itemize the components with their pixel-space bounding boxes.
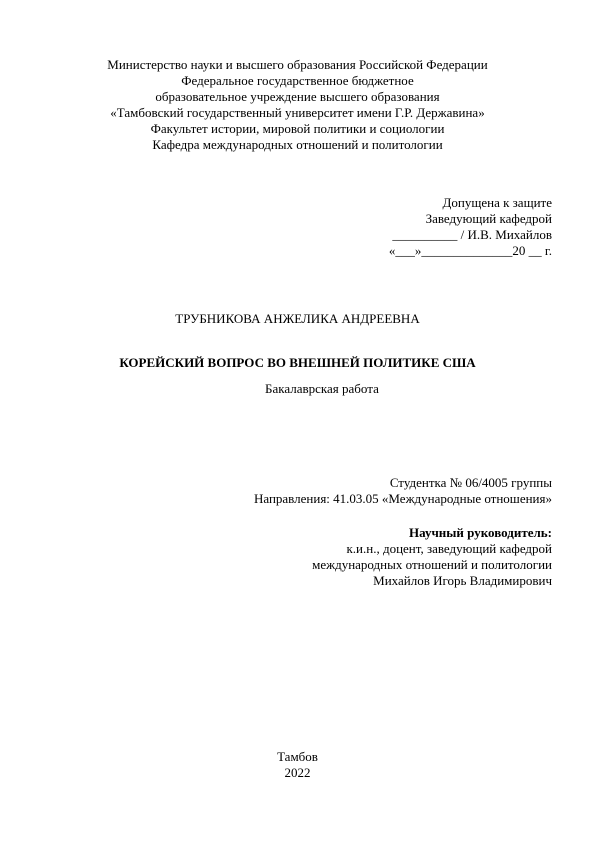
author-name: ТРУБНИКОВА АНЖЕЛИКА АНДРЕЕВНА xyxy=(175,311,420,326)
supervisor-name: Михайлов Игорь Владимирович xyxy=(373,573,552,588)
work-type: Бакалаврская работа xyxy=(265,381,379,396)
supervisor-heading: Научный руководитель: xyxy=(409,525,552,540)
student-group: Студентка № 06/4005 группы xyxy=(389,475,552,490)
department-line: Кафедра международных отношений и политологии xyxy=(152,137,443,152)
date-line: «___»______________20 __ г. xyxy=(388,243,552,258)
head-of-department: Заведующий кафедрой xyxy=(425,211,552,226)
ministry-line: Министерство науки и высшего образования Российской Федерации xyxy=(107,57,488,72)
university-name-line: «Тамбовский государственный университет имени Г.Р. Державина» xyxy=(110,105,485,120)
institution-type-line: Федеральное государственное бюджетное xyxy=(181,73,414,88)
institution-level-line: образовательное учреждение высшего образования xyxy=(155,89,440,104)
faculty-line: Факультет истории, мировой политики и социологии xyxy=(150,121,445,136)
supervisor-department: международных отношений и политологии xyxy=(312,557,552,572)
admitted-to-defense: Допущена к защите xyxy=(442,195,552,210)
thesis-title: КОРЕЙСКИЙ ВОПРОС ВО ВНЕШНЕЙ ПОЛИТИКЕ США xyxy=(119,355,476,370)
city: Тамбов xyxy=(277,749,318,764)
year: 2022 xyxy=(284,765,311,780)
supervisor-degree: к.и.н., доцент, заведующий кафедрой xyxy=(346,541,552,556)
student-direction: Направления: 41.03.05 «Международные отношения» xyxy=(253,491,552,506)
signature-line: __________ / И.В. Михайлов xyxy=(392,227,552,242)
